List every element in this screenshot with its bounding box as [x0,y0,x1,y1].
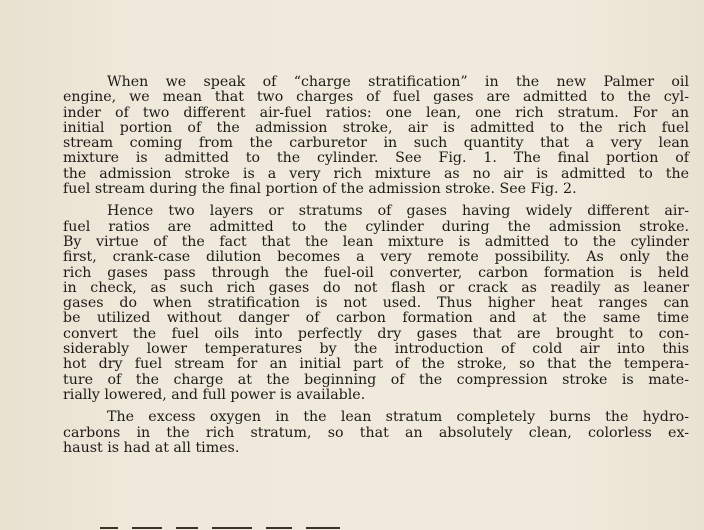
paragraph-line: first, crank-case dilution becomes a very remote possibility. As only the [63,249,689,266]
paragraph-line: Hence two layers or stratums of gases having widely different air- [107,203,689,220]
paragraph-line: haust is had at all times. [63,439,240,456]
paragraph-line: be utilized without danger of carbon formation and at the same time [63,310,689,327]
paragraph-line: gases do when stratification is not used. Thus higher heat ranges can [63,295,689,312]
paragraph-3 [63,410,689,456]
body-text [63,75,689,456]
paragraph-line: fuel stream during the final portion of the admission stroke. See Fig. 2. [63,181,577,198]
paragraph-line: rially lowered, and full power is available. [63,386,366,403]
paragraph-line: ture of the charge at the beginning of the compression stroke is mate- [63,371,689,388]
paragraph-line: engine, we mean that two charges of fuel gases are admitted to the cyl- [63,89,689,106]
paragraph-line: carbons in the rich stratum, so that an absolutely clean, colorless ex- [63,424,689,441]
paragraph-2 [63,204,689,403]
paragraph-1 [63,75,689,197]
paragraph-line: By virtue of the fact that the lean mixture is admitted to the cylinder [63,233,689,250]
paragraph-line: siderably lower temperatures by the introduction of cold air into this [63,341,689,358]
cropped-next-line [100,522,400,530]
paragraph-line: fuel ratios are admitted to the cylinder during the admission stroke. [63,218,689,235]
paragraph-line: in check, as such rich gases do not flash or crack as readily as leaner [63,279,689,296]
paragraph-line: hot dry fuel stream for an initial part of the stroke, so that the tempera- [63,356,689,373]
paragraph-line: The excess oxygen in the lean stratum completely burns the hydro- [107,409,689,426]
paragraph-line: inder of two different air-fuel ratios: one lean, one rich stratum. For an [63,104,689,121]
paragraph-line: When we speak of “charge stratification” in the new Palmer oil [107,74,689,90]
paragraph-line: mixture is admitted to the cylinder. See Fig. 1. The final portion of [63,150,689,167]
paragraph-line: rich gases pass through the fuel-oil converter, carbon formation is held [63,264,689,281]
paragraph-line: initial portion of the admission stroke, air is admitted to the rich fuel [63,119,689,136]
paragraph-line: stream coming from the carburetor in such quantity that a very lean [63,135,689,152]
paragraph-line: convert the fuel oils into perfectly dry gases that are brought to con- [63,325,689,342]
paragraph-line: the admission stroke is a very rich mixture as no air is admitted to the [63,165,689,182]
